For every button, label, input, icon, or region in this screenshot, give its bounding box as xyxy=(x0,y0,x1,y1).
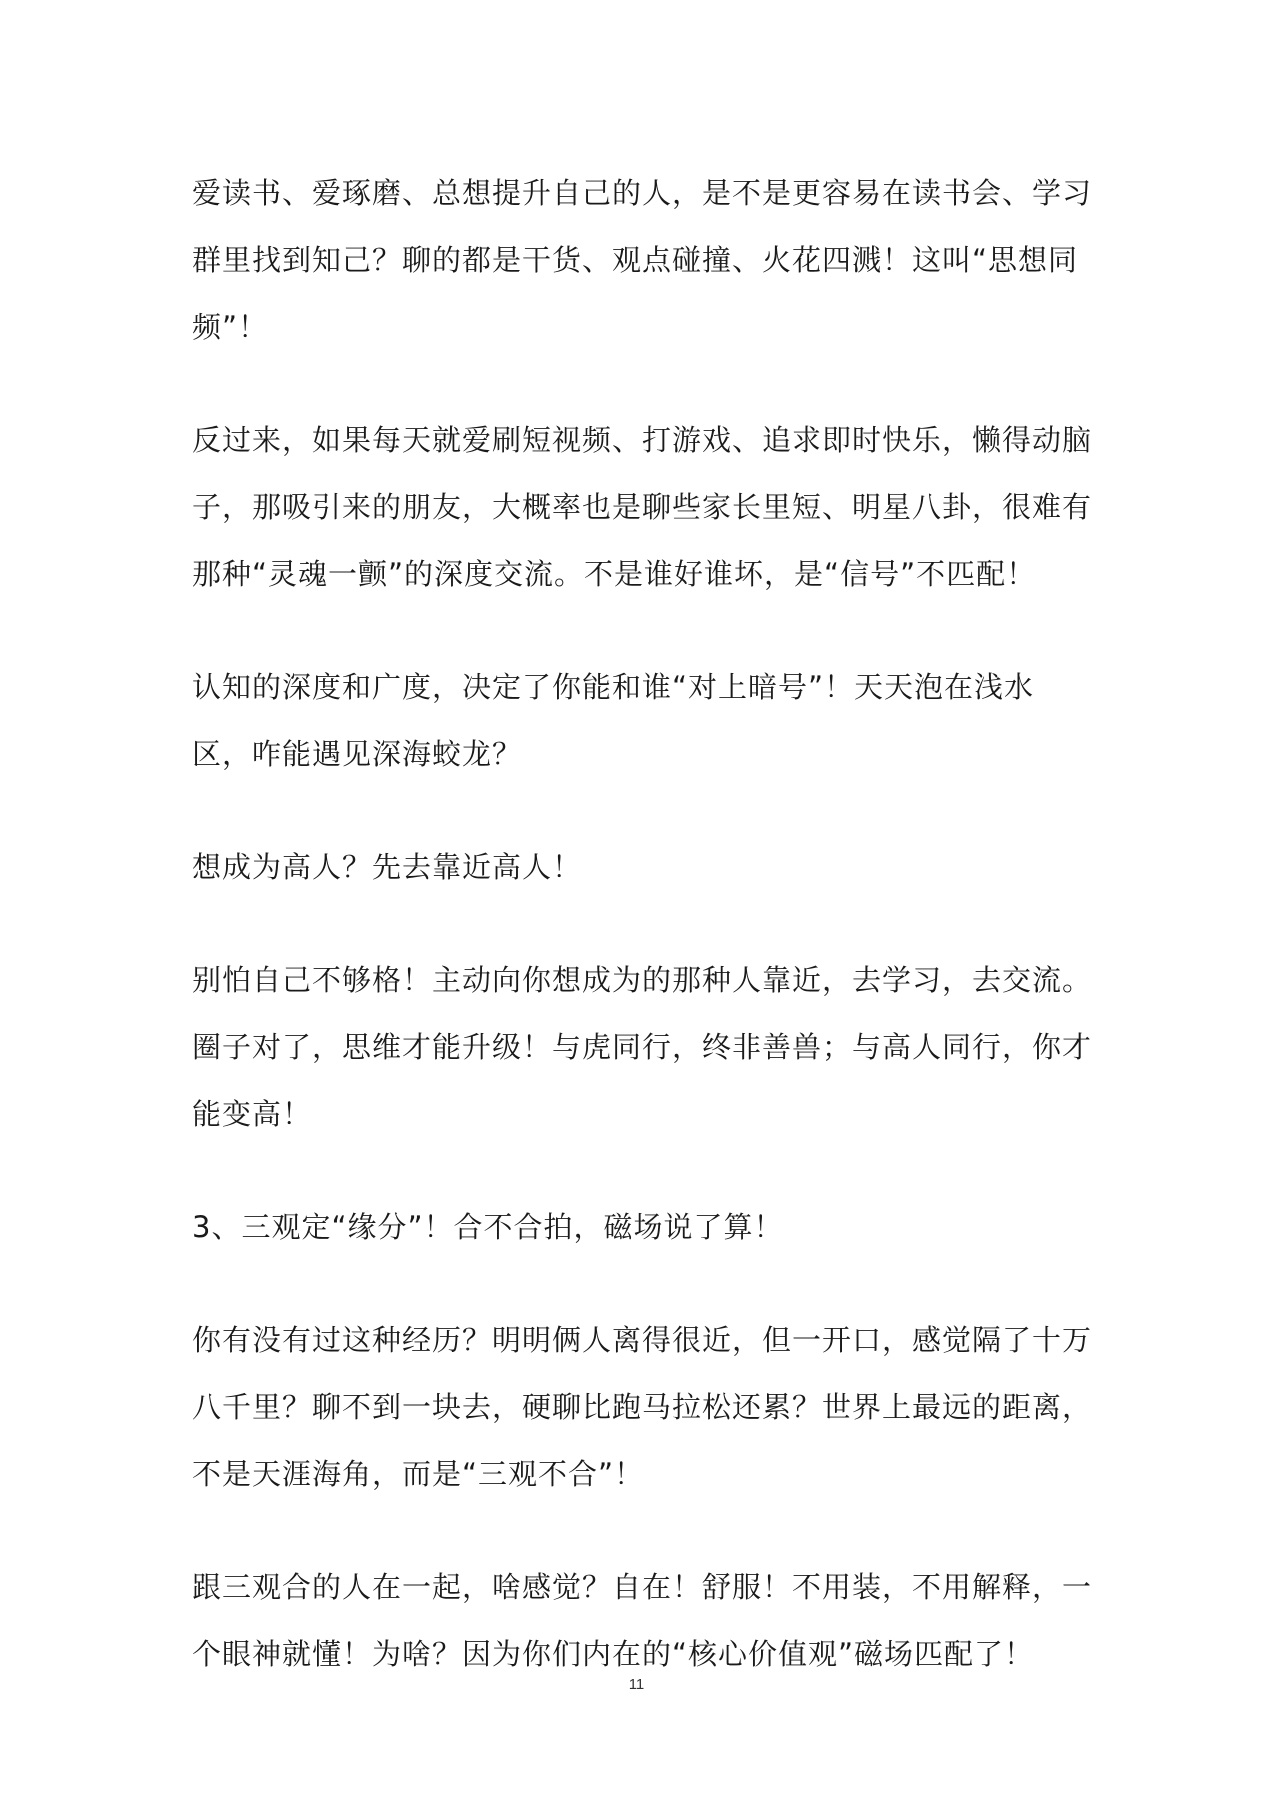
paragraph: 反过来，如果每天就爱刷短视频、打游戏、追求即时快乐，懒得动脑子，那吸引来的朋友，大概率也是聊些家长里短、明星八卦，很难有那种“灵魂一颤”的深度交流。不是谁好谁坏，是“信号”不匹配！ xyxy=(192,423,1093,591)
paragraph: 爱读书、爱琢磨、总想提升自己的人，是不是更容易在读书会、学习群里找到知己？聊的都是干货、观点碰撞、火花四溅！这叫“思想同频”！ xyxy=(192,176,1093,344)
paragraph: 认知的深度和广度，决定了你能和谁“对上暗号”！天天泡在浅水区，咋能遇见深海蛟龙？ xyxy=(192,670,1035,771)
paragraph: 别怕自己不够格！主动向你想成为的那种人靠近，去学习，去交流。圈子对了，思维才能升级！与虎同行，终非善兽；与高人同行，你才能变高！ xyxy=(192,963,1093,1131)
paragraph: 想成为高人？先去靠近高人！ xyxy=(192,850,583,884)
page-number: 11 xyxy=(628,1676,645,1693)
section-heading: 3、三观定“缘分”！合不合拍，磁场说了算！ xyxy=(192,1210,784,1244)
page-body xyxy=(192,160,1092,1734)
paragraph: 跟三观合的人在一起，啥感觉？自在！舒服！不用装，不用解释，一个眼神就懂！为啥？因为你们内在的“核心价值观”磁场匹配了！ xyxy=(192,1570,1093,1671)
paragraph: 你有没有过这种经历？明明俩人离得很近，但一开口，感觉隔了十万八千里？聊不到一块去，硬聊比跑马拉松还累？世界上最远的距离，不是天涯海角，而是“三观不合”！ xyxy=(192,1323,1093,1491)
